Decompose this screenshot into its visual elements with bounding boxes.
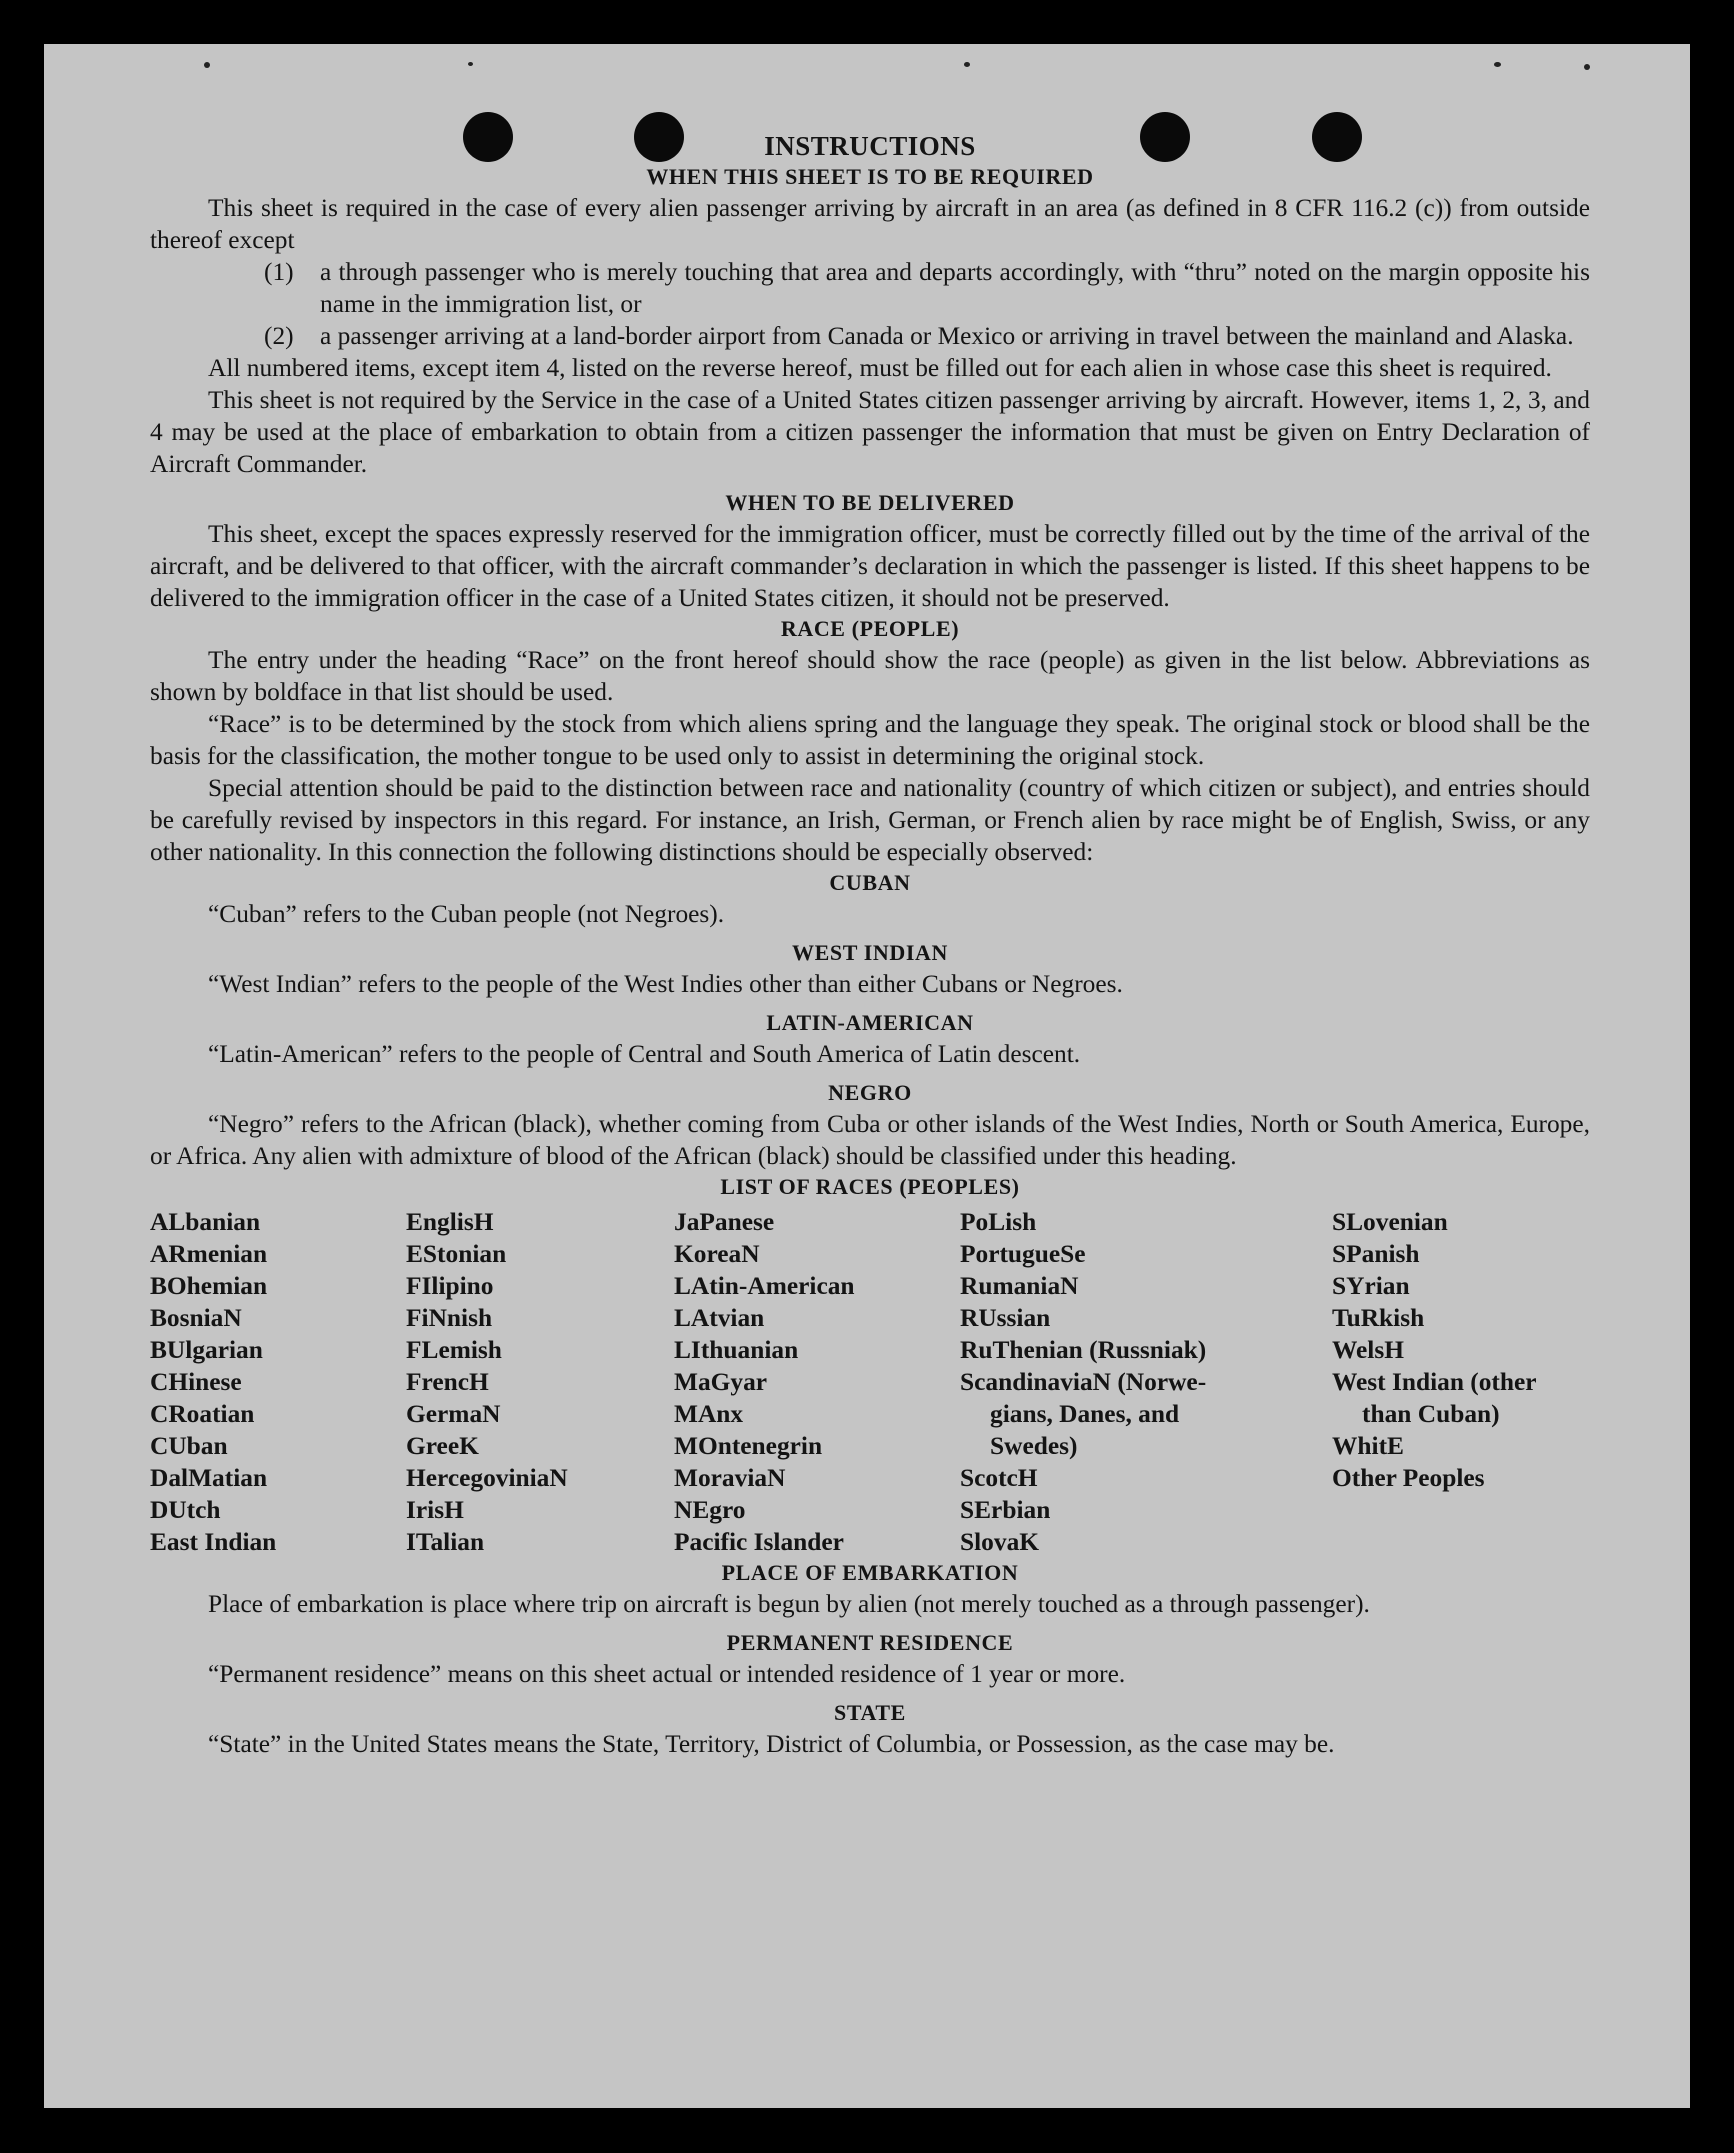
speck bbox=[1494, 62, 1501, 67]
race-entry: East Indian bbox=[150, 1528, 277, 1556]
race-entry: ITalian bbox=[406, 1528, 485, 1556]
race-entry: MOntenegrin bbox=[674, 1432, 823, 1460]
race-column bbox=[960, 1206, 1332, 1558]
item-number: (1) bbox=[264, 258, 294, 286]
race-entry: LAtin-American bbox=[674, 1272, 855, 1300]
instructions-text bbox=[150, 128, 1590, 1760]
heading-embarkation: PLACE OF EMBARKATION bbox=[721, 1560, 1019, 1585]
race-entry: EStonian bbox=[406, 1240, 507, 1268]
speck bbox=[204, 62, 210, 68]
heading-negro: NEGRO bbox=[828, 1080, 912, 1105]
race-entry: RUssian bbox=[960, 1304, 1051, 1332]
race-entry: SYrian bbox=[1332, 1272, 1410, 1300]
page-title: INSTRUCTIONS bbox=[764, 131, 976, 161]
race-column bbox=[1332, 1206, 1590, 1558]
paragraph: This sheet is not required by the Service in the case of a United States citizen passenger arriving by aircraft. However, items 1, 2, 3, and 4 may be used at the place of embarkation to obtain from a citizen passenger the information that must be given on Entry Declaration of Aircraft Commander. bbox=[150, 386, 1590, 478]
heading-state: STATE bbox=[834, 1700, 906, 1725]
race-entry: IrisH bbox=[406, 1496, 464, 1524]
race-entry: than Cuban) bbox=[1362, 1400, 1500, 1428]
race-entry: SErbian bbox=[960, 1496, 1051, 1524]
race-column bbox=[150, 1206, 406, 1558]
race-entry: BOhemian bbox=[150, 1272, 268, 1300]
race-entry: PoLish bbox=[960, 1208, 1037, 1236]
paragraph: The entry under the heading “Race” on the front hereof should show the race (people) as given in the list below. Abbreviations as shown by boldface in that list should be used. bbox=[150, 646, 1590, 706]
race-entry: BUlgarian bbox=[150, 1336, 263, 1364]
race-entry: WhitE bbox=[1332, 1432, 1404, 1460]
race-entry: FiNnish bbox=[406, 1304, 493, 1332]
race-entry: Swedes) bbox=[990, 1432, 1078, 1460]
race-entry: PortugueSe bbox=[960, 1240, 1086, 1268]
race-entry: FLemish bbox=[406, 1336, 502, 1364]
item-number: (2) bbox=[264, 322, 294, 350]
paragraph: “Race” is to be determined by the stock from which aliens spring and the language they speak. The original stock or blood shall be the basis for the classification, the mother tongue to be used only to assist in determining the original stock. bbox=[150, 710, 1590, 770]
race-entry: ScotcH bbox=[960, 1464, 1038, 1492]
race-entry: SPanish bbox=[1332, 1240, 1420, 1268]
document-sheet bbox=[44, 44, 1690, 2108]
race-entry: Other Peoples bbox=[1332, 1464, 1485, 1492]
heading-race: RACE (PEOPLE) bbox=[780, 616, 960, 641]
heading-west-indian: WEST INDIAN bbox=[792, 940, 948, 965]
race-entry: GreeK bbox=[406, 1432, 479, 1460]
race-entry: ALbanian bbox=[150, 1208, 261, 1236]
race-entry: CRoatian bbox=[150, 1400, 255, 1428]
heading-when-required: WHEN THIS SHEET IS TO BE REQUIRED bbox=[646, 164, 1094, 189]
race-entry: TuRkish bbox=[1332, 1304, 1425, 1332]
race-entry: RuThenian (Russniak) bbox=[960, 1336, 1207, 1364]
race-entry: MaGyar bbox=[674, 1368, 768, 1396]
list-item bbox=[264, 256, 1590, 320]
paragraph: “Latin-American” refers to the people of Central and South America of Latin descent. bbox=[208, 1040, 1081, 1068]
paragraph: This sheet, except the spaces expressly reserved for the immigration officer, must be correctly filled out by the time of the arrival of the aircraft, and be delivered to that officer, with the aircraft commander’s declaration in which the passenger is listed. If this sheet happens to be delivered to the immigration officer in the case of a United States citizen, it should not be preserved. bbox=[150, 520, 1590, 612]
race-entry: RumaniaN bbox=[960, 1272, 1079, 1300]
race-column bbox=[674, 1206, 960, 1558]
speck bbox=[1584, 64, 1590, 70]
heading-cuban: CUBAN bbox=[829, 870, 911, 895]
race-entry: MAnx bbox=[674, 1400, 744, 1428]
race-entry: Pacific Islander bbox=[674, 1528, 844, 1556]
paragraph: “Permanent residence” means on this sheet actual or intended residence of 1 year or more. bbox=[208, 1660, 1126, 1688]
race-entry: ScandinaviaN (Norwe- bbox=[960, 1368, 1207, 1396]
race-entry: HercegoviniaN bbox=[406, 1464, 568, 1492]
heading-when-delivered: WHEN TO BE DELIVERED bbox=[725, 490, 1015, 515]
race-column bbox=[406, 1206, 674, 1558]
item-text: a through passenger who is merely touching that area and departs accordingly, with “thru” noted on the margin opposite his name in the immigration list, or bbox=[320, 258, 1590, 318]
speck bbox=[964, 62, 970, 67]
race-entry: DalMatian bbox=[150, 1464, 268, 1492]
race-entry: NEgro bbox=[674, 1496, 746, 1524]
race-entry: DUtch bbox=[150, 1496, 221, 1524]
paragraph: “State” in the United States means the State, Territory, District of Columbia, or Possession, as the case may be. bbox=[208, 1730, 1335, 1758]
paragraph: “West Indian” refers to the people of the West Indies other than either Cubans or Negroes. bbox=[208, 970, 1123, 998]
race-entry: EnglisH bbox=[406, 1208, 494, 1236]
item-text: a passenger arriving at a land-border airport from Canada or Mexico or arriving in travel between the mainland and Alaska. bbox=[320, 322, 1574, 350]
race-entry: CUban bbox=[150, 1432, 228, 1460]
race-entry: BosniaN bbox=[150, 1304, 242, 1332]
race-entry: CHinese bbox=[150, 1368, 242, 1396]
race-entry: MoraviaN bbox=[674, 1464, 786, 1492]
race-entry: JaPanese bbox=[674, 1208, 775, 1236]
race-entry: gians, Danes, and bbox=[990, 1400, 1180, 1428]
race-entry: West Indian (other bbox=[1332, 1368, 1537, 1396]
race-entry: FIlipino bbox=[406, 1272, 494, 1300]
race-entry: LIthuanian bbox=[674, 1336, 799, 1364]
race-entry: GermaN bbox=[406, 1400, 501, 1428]
heading-residence: PERMANENT RESIDENCE bbox=[726, 1630, 1014, 1655]
race-entry: LAtvian bbox=[674, 1304, 765, 1332]
paragraph: This sheet is required in the case of every alien passenger arriving by aircraft in an area (as defined in 8 CFR 116.2 (c)) from outside thereof except bbox=[150, 194, 1590, 254]
race-entry: ARmenian bbox=[150, 1240, 268, 1268]
paragraph: Place of embarkation is place where trip on aircraft is begun by alien (not merely touched as a through passenger). bbox=[208, 1590, 1370, 1618]
race-entry: FrencH bbox=[406, 1368, 489, 1396]
paragraph: “Negro” refers to the African (black), whether coming from Cuba or other islands of the West Indies, North or South America, Europe, or Africa. Any alien with admixture of blood of the African (black) should be classified under this heading. bbox=[150, 1110, 1590, 1170]
race-entry: SLovenian bbox=[1332, 1208, 1448, 1236]
race-entry: KoreaN bbox=[674, 1240, 760, 1268]
paragraph: “Cuban” refers to the Cuban people (not Negroes). bbox=[208, 900, 725, 928]
race-entry: WelsH bbox=[1332, 1336, 1404, 1364]
list-item bbox=[264, 320, 1590, 352]
heading-latin-american: LATIN-AMERICAN bbox=[766, 1010, 974, 1035]
race-list bbox=[150, 1206, 1590, 1558]
paragraph: Special attention should be paid to the distinction between race and nationality (country of which citizen or subject), and entries should be carefully revised by inspectors in this regard. For instance, an Irish, German, or French alien by race might be of English, Swiss, or any other nationality. In this connection the following distinctions should be especially observed: bbox=[150, 774, 1590, 866]
speck bbox=[468, 62, 473, 66]
race-entry: SlovaK bbox=[960, 1528, 1040, 1556]
paragraph: All numbered items, except item 4, listed on the reverse hereof, must be filled out for each alien in whose case this sheet is required. bbox=[208, 354, 1552, 382]
heading-list-of-races: LIST OF RACES (PEOPLES) bbox=[720, 1174, 1020, 1199]
